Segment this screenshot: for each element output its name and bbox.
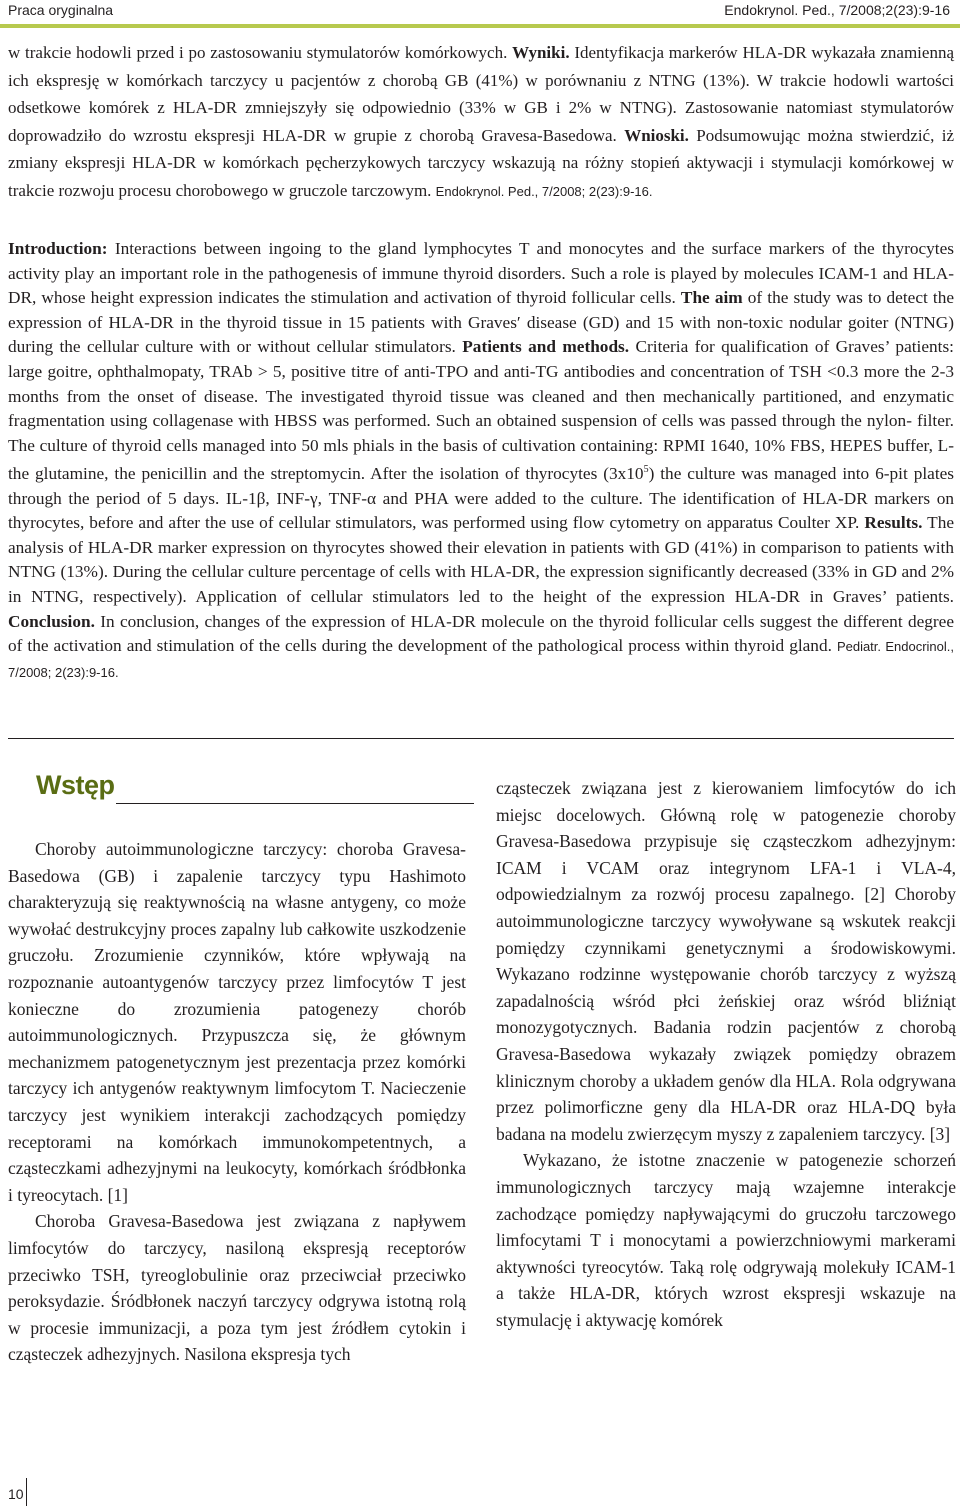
abstract-en-text-3a: Criteria for qualification of Graves’ patients: large goitre, ophthalmopaty, TRAb > 5, positive titre of anti-TPO and anti-TG antibodies and concentration of TSH <0.3 more the 2-3 months from the onset of disease. The investigated thyroid tissue was cleaned and then mechanically partitioned, and enzymatic fragmentation using collagenase with HBSS was performed. Such an obtained suspension of cells was passed through the nylon- filter. The culture of thyroid cells managed into 50 mls phials in the basis of cultivation containing: RPMI 1640, 10% FBS, HEPES buffer, L-the glutamine, the penicillin and the streptomycin. After the isolation of thyrocytes (3x10 [8, 337, 954, 484]
paragraph: cząsteczek związana jest z kierowaniem limfocytów do ich miejsc docelowych. Główną rolę w patogenezie choroby Gravesa-Basedowa przypisuje się cząsteczkom adhezyjnym: ICAM i VCAM oraz integrynom LFA-1 i VLA-4, odpowiedzialnym za rozwój procesu zapalnego. [2] Choroby autoimmunologiczne tarczycy wywoływane są wskutek reakcji pomiędzy czynnikami genetycznymi a środowiskowymi. Wykazano rodzinne występowanie chorób tarczycy z wyższą zapadalnością wśród płci żeńskiej oraz wśród bliźniąt monozygotycznych. Badania rodzin pacjentów z chorobą Gravesa-Basedowa wykazały związek pomiędzy obrazem klinicznym choroby a układem genów dla HLA. Rola odgrywana przez polimorficzne geny dla HLA-DR oraz HLA-DQ była badana na modelu zwierzęcym myszy z zapaleniem tarczycy. [3] [496, 778, 956, 1144]
abstract-english [8, 237, 954, 685]
page-number-box [0, 1478, 30, 1506]
abstract-en-conclusion-label: Conclusion. [8, 611, 95, 631]
abstract-polish [8, 39, 954, 205]
abstract-pl-text-1: w trakcie hodowli przed i po zastosowaniu stymulatorów komórkowych. [8, 43, 513, 62]
section-title: Wstęp [36, 770, 115, 800]
right-column [496, 775, 956, 1333]
abstract-en-methods-label: Patients and methods. [462, 337, 630, 357]
abstract-en-text-2: of the study was to detect the expression of HLA-DR in the thyroid tissue in 15 patients with Graves′ disease (GD) and 15 with non-toxic nodular goiter (NTNG) during the cellular culture with or without cellular stimulators. [8, 288, 955, 357]
abstract-en-text-3b: ) the culture was managed into 6-pit plates through the period of 5 days. IL-1β, INF-γ, TNF-α and PHA were added to the culture. The identification of HLA-DR markers on thyrocytes, before and after the use of cellular stimulators, was performed using flow cytometry on apparatus Coulter XP. [8, 464, 955, 533]
paragraph: Wykazano, że istotne znaczenie w patogenezie schorzeń immunologicznych tarczycy mają wzajemne interakcje zachodzące pomiędzy napływającymi do gruczołu tarczowego limfocytami T i monocytami a powierzchniowymi markerami aktywności tyreocytów. Taką rolę odgrywają molekuły ICAM-1 a także HLA-DR, których wzrost ekspresji wskazuje na stymulację i aktywację komórek [496, 1150, 956, 1330]
abstract-en-text-4: The analysis of HLA-DR marker expression on thyrocytes showed their elevation in patients with GD (41%) in comparison to patients with NTNG (13%). During the cellular culture percentage of cells with HLA-DR, the expression significantly decreased (33% in GD and 2% in NTNG, respectively). Application of cellular stimulators led to the height of the expression HLA-DR in Graves’ patients. [8, 513, 955, 607]
abstract-en-results-label: Results. [864, 513, 923, 533]
header-rule [0, 24, 960, 28]
page-number: 10 [8, 1486, 24, 1502]
abstract-pl-text-2: Identyfikacja markerów HLA-DR wykazała znamienną ich ekspresję w komórkach tarczycy u pacjentów z chorobą GB (41%) w porównaniu z NTNG (13%). W trakcie hodowli wartości odsetkowe komórek z HLA-DR zmniejszyły się odpowiednio (33% w GB i 2% w NTNG). Zastosowanie natomiast stymulatorów doprowadziło do wzrostu ekspresji HLA-DR w grupie z chorobą Gravesa-Basedowa. [8, 43, 954, 145]
header-article-type: Praca oryginalna [8, 2, 114, 18]
abstract-en-aim-label: The aim [680, 288, 743, 308]
page-number-rule [26, 1478, 27, 1506]
paragraph: Choroby autoimmunologiczne tarczycy: choroba Gravesa-Basedowa (GB) i zapalenie tarczycy typu Hashimoto charakteryzują się reaktywnością na własne antygeny, co może wywołać destrukcyjny proces zapalny lub całkowite uszkodzenie gruczołu. Zrozumienie czynników, które wpływają na rozpoznanie autoantygenów tarczycy przez limfocytów T jest konieczne do zrozumienia patogenezy chorób autoimmunologicznych. Przypuszcza się, że głównym mechanizmem patogenetycznym jest prezentacja przez komórki tarczycy ich antygenów reaktywnym limfocytom T. Nacieczenie tarczycy jest wynikiem interakcji zachodzących pomiędzy receptorami na komórkach immunokompetentnych, a cząsteczkami adhezyjnymi na leukocyty, komórkach śródbłonka i tyreocytach. [1] [8, 839, 466, 1205]
abstract-en-intro-label: Introduction: [8, 239, 108, 258]
abstract-en-text-1: Interactions between ingoing to the gland lymphocytes T and monocytes and the surface markers of the thyrocytes activity play an important role in the pathogenesis of immune thyroid disorders. Such a role is played by molecules ICAM-1 and HLA-DR, whose height expression indicates the stimulation and activation of thyroid follicular cells. [8, 239, 954, 308]
abstract-en-superscript: 5 [643, 464, 649, 476]
left-column-text [8, 836, 466, 1368]
abstract-pl-text-3: Podsumowując można stwierdzić, iż zmiany ekspresji HLA-DR w komórkach pęcherzykowych tarczycy wskazują na różny stopień aktywacji i stymulacji komórkowej w trakcie rozwoju procesu chorobowego w gruczole tarczowym. [8, 125, 955, 200]
abstract-separator [8, 738, 954, 739]
paragraph: Choroba Gravesa-Basedowa jest związana z napływem limfocytów do tarczycy, nasiloną ekspresją receptorów przeciwko TSH, tyreoglobulinie oraz przeciwciał przeciwko peroksydazie. Śródbłonek naczyń tarczycy odgrywa istotną rolą w procesie immunizacji, a poza tym jest źródłem cytokin i cząsteczek adhezyjnych. Nasilona ekspresja tych [8, 1211, 466, 1365]
header-journal-citation: Endokrynol. Ped., 7/2008;2(23):9-16 [724, 2, 950, 18]
abstract-pl-conclusions-label: Wnioski. [624, 125, 689, 145]
abstract-en-citation: Pediatr. Endocrinol., 7/2008; 2(23):9-16. [8, 639, 954, 680]
running-header [0, 2, 960, 22]
section-title-rule [116, 803, 474, 804]
abstract-pl-results-label: Wyniki. [512, 43, 570, 62]
abstract-pl-citation: Endokrynol. Ped., 7/2008; 2(23):9-16. [435, 183, 653, 199]
abstract-en-text-5: In conclusion, changes of the expression of HLA-DR molecule on the thyroid follicular cells suggest the different degree of the activation and stimulation of the cells during the development of the pathological process within thyroid gland. [8, 611, 954, 656]
